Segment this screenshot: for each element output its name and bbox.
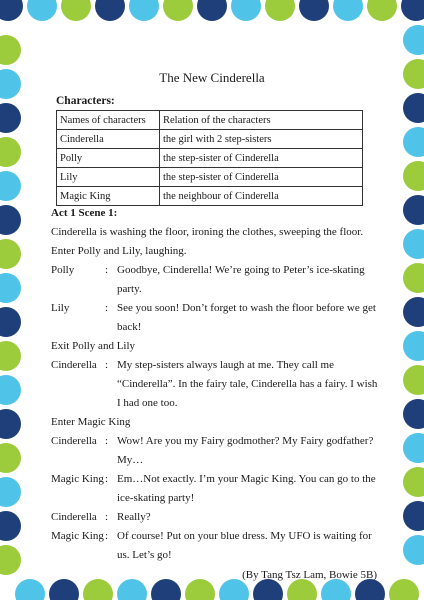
table-header-cell: Relation of the characters <box>160 111 363 130</box>
border-dot <box>403 229 424 259</box>
border-dot <box>197 0 227 21</box>
table-header-cell: Names of characters <box>57 111 160 130</box>
border-dot <box>163 0 193 21</box>
border-dot <box>129 0 159 21</box>
dialogue-line <box>51 470 381 508</box>
table-row <box>57 187 363 206</box>
dialogue-line <box>51 261 381 299</box>
table-cell: Magic King <box>57 187 160 206</box>
table-row <box>57 130 363 149</box>
table-row <box>57 168 363 187</box>
border-dot <box>403 399 424 429</box>
border-dot <box>299 0 329 21</box>
colon: : <box>105 359 109 371</box>
table-cell: Lily <box>57 168 160 187</box>
table-cell: the step-sister of Cinderella <box>160 168 363 187</box>
border-dot <box>0 375 21 405</box>
table-cell: Polly <box>57 149 160 168</box>
border-dot <box>403 297 424 327</box>
border-dot <box>15 579 45 600</box>
dialogue-line <box>51 527 381 565</box>
stage-direction: Exit Polly and Lily <box>51 340 136 352</box>
border-dot <box>0 69 21 99</box>
author-credit: (By Tang Tsz Lam, Bowie 5B) <box>242 569 377 581</box>
border-dot <box>27 0 57 21</box>
colon: : <box>105 511 109 523</box>
border-dot <box>403 331 424 361</box>
border-dot <box>0 443 21 473</box>
dialogue-line <box>51 356 381 413</box>
border-dot <box>403 127 424 157</box>
border-dot <box>0 307 21 337</box>
border-dot <box>0 205 21 235</box>
dialogue-line <box>51 299 381 337</box>
border-dot <box>0 409 21 439</box>
border-dot <box>231 0 261 21</box>
colon: : <box>105 264 109 276</box>
border-dot <box>401 0 424 21</box>
border-dot <box>0 103 21 133</box>
speaker-name: Cinderella <box>51 359 97 371</box>
border-dot <box>0 341 21 371</box>
dialogue-line <box>51 432 381 470</box>
border-dot <box>403 467 424 497</box>
speaker-name: Cinderella <box>51 435 97 447</box>
border-dot <box>0 35 21 65</box>
stage-direction: Enter Magic King <box>51 416 131 428</box>
border-dot <box>0 477 21 507</box>
colon: : <box>105 473 109 485</box>
border-dot <box>0 273 21 303</box>
characters-table <box>56 110 363 206</box>
table-cell: the girl with 2 step-sisters <box>160 130 363 149</box>
characters-heading: Characters: <box>56 95 115 107</box>
border-dot <box>0 171 21 201</box>
dialogue-text: Goodbye, Cinderella! We’re going to Peter’s ice-skating party. <box>117 264 365 295</box>
border-dot <box>403 161 424 191</box>
border-dot <box>367 0 397 21</box>
border-dot <box>0 137 21 167</box>
dialogue-text: See you soon! Don’t forget to wash the floor before we get back! <box>117 302 376 333</box>
border-dot <box>265 0 295 21</box>
border-dot <box>0 545 21 575</box>
border-dot <box>403 365 424 395</box>
page-title: The New Cinderella <box>159 70 265 85</box>
border-dot <box>0 511 21 541</box>
border-dot <box>95 0 125 21</box>
dialogue-text: Wow! Are you my Fairy godmother? My Fairy godfather? My… <box>117 435 374 466</box>
table-cell: the neighbour of Cinderella <box>160 187 363 206</box>
border-dot <box>0 0 23 21</box>
act-heading: Act 1 Scene 1: <box>51 207 118 219</box>
colon: : <box>105 302 109 314</box>
table-cell: Cinderella <box>57 130 160 149</box>
border-dot <box>403 501 424 531</box>
border-dot <box>403 195 424 225</box>
dialogue-line <box>51 508 381 527</box>
border-dot <box>403 263 424 293</box>
border-dot <box>0 239 21 269</box>
colon: : <box>105 530 109 542</box>
speaker-name: Polly <box>51 264 75 276</box>
dialogue-text: Really? <box>117 511 151 523</box>
table-row <box>57 149 363 168</box>
dialogue-text: My step-sisters always laugh at me. They call me “Cinderella”. In the fairy tale, Cinderella has a fairy. I wish I had one too. <box>117 359 378 409</box>
border-dot <box>403 59 424 89</box>
stage-direction: Cinderella is washing the floor, ironing the clothes, sweeping the floor. <box>51 226 364 238</box>
play-script <box>51 204 381 585</box>
border-dot <box>61 0 91 21</box>
table-header-row <box>57 111 363 130</box>
speaker-name: Magic King <box>51 473 104 485</box>
table-cell: the step-sister of Cinderella <box>160 149 363 168</box>
dialogue-text: Of course! Put on your blue dress. My UFO is waiting for us. Let’s go! <box>117 530 372 561</box>
speaker-name: Cinderella <box>51 511 97 523</box>
colon: : <box>105 435 109 447</box>
speaker-name: Magic King <box>51 530 104 542</box>
border-dot <box>403 25 424 55</box>
border-dot <box>389 579 419 600</box>
border-dot <box>403 433 424 463</box>
speaker-name: Lily <box>51 302 70 314</box>
border-dot <box>333 0 363 21</box>
border-dot <box>403 535 424 565</box>
border-dot <box>403 93 424 123</box>
stage-direction: Enter Polly and Lily, laughing. <box>51 245 187 257</box>
dialogue-text: Em…Not exactly. I’m your Magic King. You can go to the ice-skating party! <box>117 473 376 504</box>
